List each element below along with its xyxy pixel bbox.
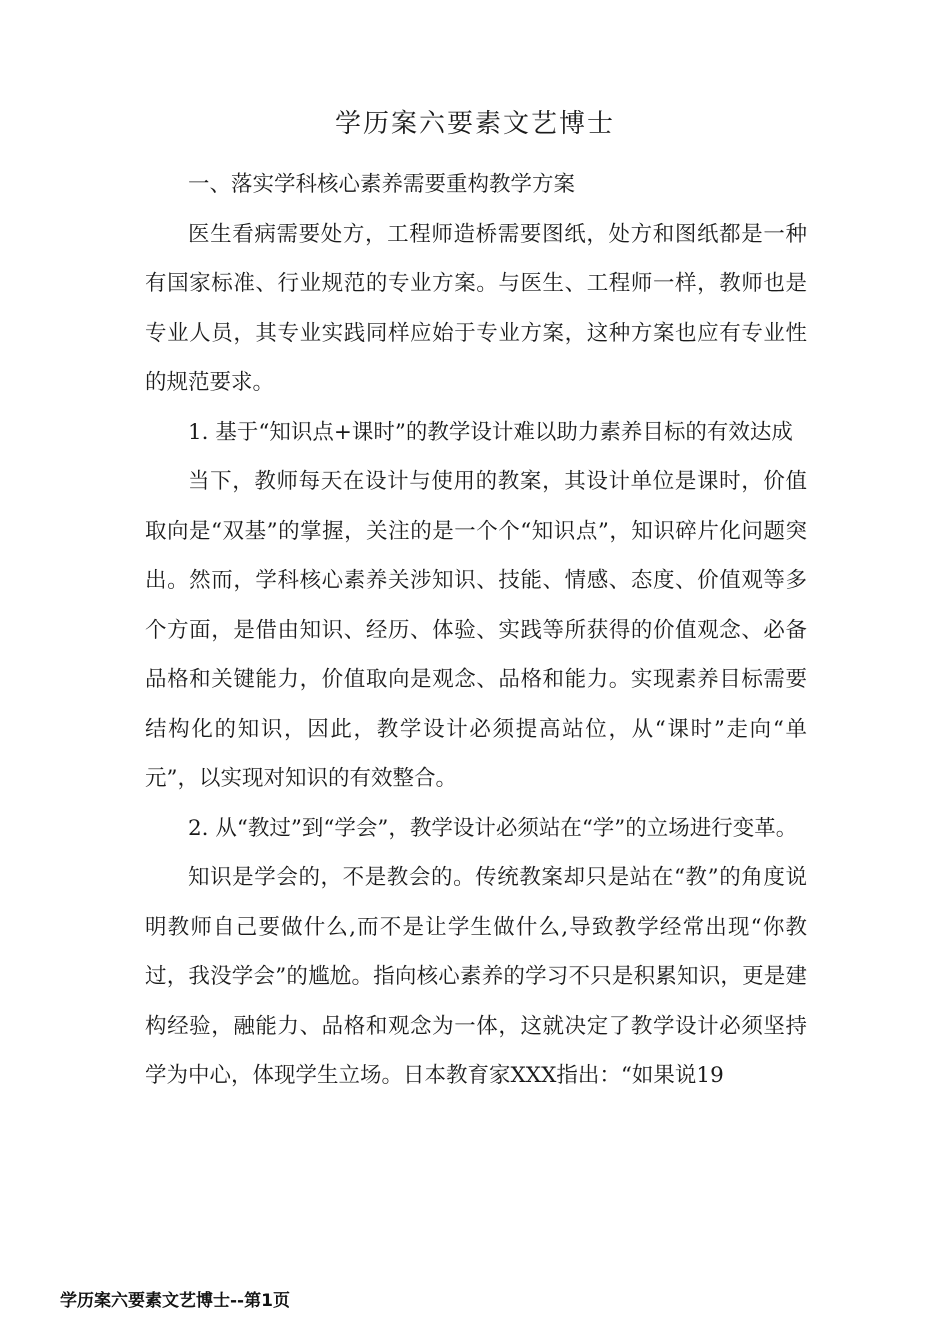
paragraph: 医生看病需要处方，工程师造桥需要图纸，处方和图纸都是一种有国家标准、行业规范的专业方案。与医生、工程师一样，教师也是专业人员，其专业实践同样应始于专业方案，这种方案也应有专业性的规范要求。 bbox=[145, 221, 807, 395]
document-title: 学历案六要素文艺博士 bbox=[334, 109, 615, 139]
paragraph: 当下，教师每天在设计与使用的教案，其设计单位是课时，价值取向是“双基”的掌握，关注的是一个个“知识点”，知识碎片化问题突出。然而，学科核心素养关涉知识、技能、情感、态度、价值观等多个方面，是借由知识、经历、体验、实践等所获得的价值观念、必备品格和关键能力，价值取向是观念、品格和能力。实现素养目标需要结构化的知识，因此，教学设计必须提高站位，从“课时”走向“单元”，以实现对知识的有效整合。 bbox=[145, 469, 807, 791]
subsection-heading: 2. 从“教过”到“学会”，教学设计必须站在“学”的立场进行变革。 bbox=[188, 815, 798, 841]
document-body bbox=[145, 160, 807, 1101]
subsection-heading: 1. 基于“知识点+课时”的教学设计难以助力素养目标的有效达成 bbox=[188, 419, 793, 445]
page-footer: 学历案六要素文艺博士--第1页 bbox=[60, 1291, 290, 1311]
section-heading: 一、落实学科核心素养需要重构教学方案 bbox=[188, 172, 576, 197]
paragraph: 知识是学会的，不是教会的。传统教案却只是站在“教”的角度说明教师自己要做什么,而不是让学生做什么,导致教学经常出现“你教过，我没学会”的尴尬。指向核心素养的学习不只是积累知识，更是建构经验，融能力、品格和观念为一体，这就决定了教学设计必须坚持学为中心，体现学生立场。日本教育家XXX指出：“如果说19 bbox=[145, 865, 807, 1088]
